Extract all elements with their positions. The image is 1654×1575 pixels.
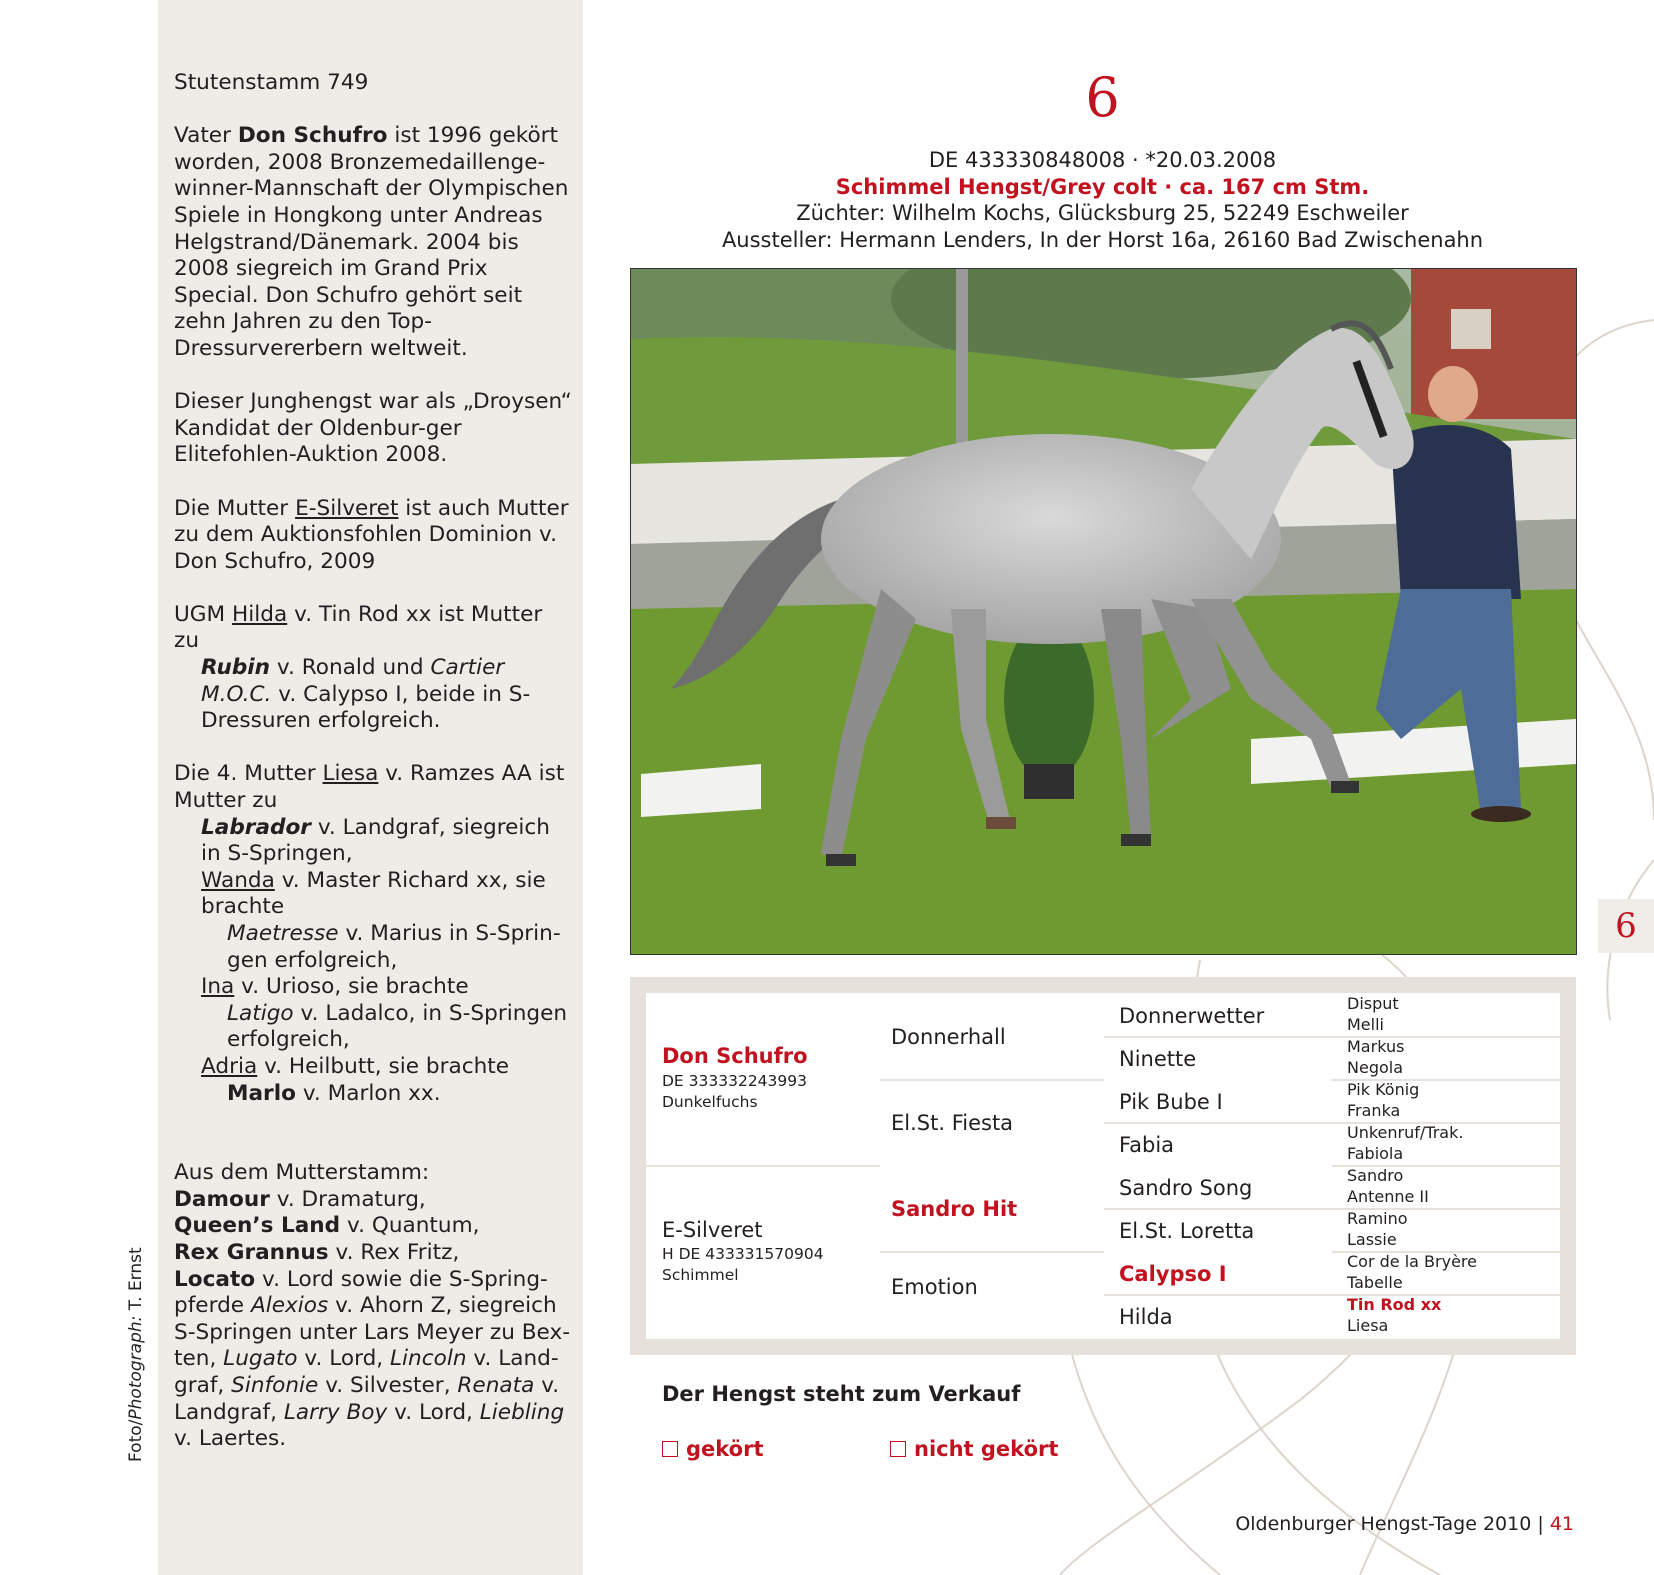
text: v. Lord, [387, 1399, 480, 1425]
offspring-maetresse-line [174, 921, 574, 974]
publication-title: Oldenburger Hengst-Tage 2010 [1235, 1513, 1532, 1535]
pedigree-gen4-9: Sandro [1347, 1166, 1404, 1185]
pedigree-gen4-5: Pik König [1347, 1080, 1420, 1099]
pedigree-gen3-7: Calypso I [1119, 1262, 1227, 1286]
offspring-adria: Adria [201, 1053, 258, 1079]
dam-paragraph [174, 496, 574, 576]
pedigree-gen4-4: Negola [1347, 1058, 1404, 1077]
text: v. Ahorn Z, siegreich S-Springen unter Lars Meyer zu Bex-ten, [174, 1293, 571, 1372]
pedigree-gen3-8: Hilda [1119, 1305, 1173, 1329]
text: v. Dramaturg, [269, 1186, 426, 1212]
offspring-marlo: Marlo [227, 1080, 296, 1106]
divider [880, 1079, 1104, 1081]
text: v. Lord sowie die S-Spring-pferde [174, 1266, 548, 1319]
offspring-rex-grannus: Rex Grannus [174, 1239, 329, 1265]
registration-line: DE 433330848008 · *20.03.2008 [928, 148, 1277, 172]
pedigree-gen3-6: El.St. Loretta [1119, 1219, 1255, 1243]
ugm-offspring [174, 655, 574, 735]
sire-paragraph [174, 123, 574, 362]
mare-line-heading: Stutenstamm 749 [174, 70, 369, 95]
text: v. Rex Fritz, [328, 1239, 460, 1265]
text: v. Landgraf, [174, 1372, 560, 1425]
offspring-labrador: Labrador [201, 814, 311, 840]
offspring-wanda-line [174, 868, 574, 921]
horse-photo-illustration [631, 269, 1576, 954]
pedigree-gen2-1: Donnerhall [891, 1025, 1006, 1049]
text: v. Ramzes AA ist Mutter zu [174, 761, 565, 814]
footer-separator: | [1531, 1513, 1550, 1535]
offspring-cartier: Cartier M.O.C. [201, 655, 505, 707]
pedigree-gen4-3: Markus [1347, 1037, 1405, 1056]
text: v. Lord, [297, 1346, 391, 1372]
text: v. Master Richard xx, sie brachte [201, 867, 546, 920]
offspring-labrador-line [174, 815, 574, 868]
pedigree-gen4-12: Lassie [1347, 1230, 1397, 1249]
pedigree-gen3-2: Ninette [1119, 1047, 1197, 1071]
text: Foto/ [126, 1419, 146, 1462]
offspring-latigo-line [174, 1001, 574, 1054]
dam-name-link: E-Silveret [295, 495, 399, 521]
pedigree-gen4-8: Fabiola [1347, 1144, 1404, 1163]
pedigree-gen4-16: Liesa [1347, 1316, 1389, 1335]
offspring-queens-land: Queen’s Land [174, 1213, 341, 1239]
divider [1104, 1208, 1332, 1210]
offspring-latigo: Latigo [227, 1000, 294, 1026]
checkbox-nicht-gekoert[interactable] [890, 1437, 1058, 1461]
text: v. Ronald und [270, 655, 431, 681]
pedigree-gen2-3: Sandro Hit [891, 1197, 1018, 1221]
ugm-paragraph [174, 602, 574, 655]
divider [1104, 1036, 1332, 1038]
for-sale-notice: Der Hengst steht zum Verkauf [662, 1382, 1021, 1406]
text: v. Tin Rod xx ist Mutter zu [174, 601, 543, 654]
horse-header [630, 147, 1575, 253]
page-number: 41 [1549, 1513, 1574, 1535]
lot-number: 6 [1085, 66, 1120, 129]
lineage-description [174, 70, 574, 1453]
checkbox-gekoert[interactable] [662, 1437, 764, 1461]
text: Die 4. Mutter [174, 761, 323, 787]
offspring-liebling: Liebling [479, 1399, 565, 1425]
text: v. Urioso, sie brachte [234, 974, 469, 1000]
offspring-renata: Renata [457, 1372, 535, 1398]
exhibitor-line: Aussteller: Hermann Lenders, In der Horst 16a, 26160 Bad Zwischenahn [721, 227, 1484, 252]
divider [646, 1165, 880, 1167]
offspring-alexios: Alexios [250, 1293, 329, 1319]
offspring-ina-line [174, 974, 574, 1001]
ugm-name: Hilda [232, 601, 288, 627]
divider [1104, 1294, 1332, 1296]
offspring-lincoln: Lincoln [390, 1346, 467, 1372]
checkbox-square-icon [890, 1441, 906, 1457]
text: UGM [174, 601, 233, 627]
pedigree-dam-registration: H DE 433331570904 [662, 1245, 824, 1263]
droysen-paragraph: Dieser Junghengst war als „Droysen“ Kandidat der Oldenbur-ger Elitefohlen-Auktion 2008. [174, 389, 572, 468]
text: v. Ladalco, in S-Springen erfolgreich, [227, 1000, 568, 1053]
offspring-wanda: Wanda [201, 867, 275, 893]
fourth-dam-paragraph [174, 761, 574, 814]
text: Die Mutter [174, 495, 296, 521]
text: v. Silvester, [318, 1372, 458, 1398]
pedigree-gen3-3: Pik Bube I [1119, 1090, 1223, 1114]
pedigree-gen2-4: Emotion [891, 1275, 978, 1299]
sire-name: Don Schufro [237, 123, 388, 149]
checkbox-square-icon [662, 1441, 678, 1457]
checkbox-label: gekört [686, 1437, 764, 1461]
mare-line-offspring-heading: Aus dem Mutterstamm: [174, 1160, 430, 1186]
text: Vater [174, 123, 238, 149]
offspring-larry-boy: Larry Boy [283, 1399, 388, 1425]
offspring-damour: Damour [174, 1186, 270, 1212]
text: v. Marlon xx. [295, 1080, 441, 1106]
pedigree-sire-registration: DE 333332243993 [662, 1072, 807, 1090]
text: v. Land-graf, [174, 1346, 559, 1398]
pedigree-gen2-2: El.St. Fiesta [891, 1111, 1014, 1135]
pedigree-gen4-2: Melli [1347, 1015, 1384, 1034]
horse-photo [630, 268, 1577, 955]
text: T. Ernst [126, 1247, 146, 1316]
pedigree-gen4-13: Cor de la Bryère [1347, 1252, 1477, 1271]
text: v. Landgraf, siegreich in S-Springen, [201, 814, 550, 867]
fourth-dam-name: Liesa [322, 761, 379, 787]
pedigree-sire-color: Dunkelfuchs [662, 1093, 758, 1111]
text: v. Marius in S-Sprin-gen erfolgreich, [227, 921, 561, 973]
offspring-marlo-line [174, 1081, 574, 1108]
text: ist auch Mutter zu dem Auktionsfohlen Dominion v. Don Schufro, 2009 [174, 495, 569, 574]
pedigree-dam-name: E-Silveret [662, 1218, 763, 1242]
pedigree-dam-color: Schimmel [662, 1266, 739, 1284]
text: Photograph: [126, 1315, 146, 1420]
pedigree-gen4-15: Tin Rod xx [1347, 1295, 1442, 1314]
divider [880, 1251, 1104, 1253]
offspring-locato: Locato [174, 1266, 256, 1292]
text: v. Quantum, [340, 1213, 480, 1239]
divider [1104, 1122, 1332, 1124]
pedigree-gen3-1: Donnerwetter [1119, 1004, 1265, 1028]
offspring-lugato: Lugato [223, 1346, 298, 1372]
offspring-adria-line [174, 1054, 574, 1081]
pedigree-gen3-5: Sandro Song [1119, 1176, 1253, 1200]
pedigree-gen4-1: Disput [1347, 994, 1399, 1013]
text: v. Heilbutt, sie brachte [257, 1053, 510, 1079]
mare-line-offspring [174, 1187, 574, 1453]
text: ist 1996 gekört worden, 2008 Bronzemedaillenge-winner-Mannschaft der Olympischen Spiele in Hongkong unter Andreas Helgstrand/Dänemark. 2004 bis 2008 siegreich im Grand Prix Special. Don Schufro gehört seit zehn Jahren zu den Top-Dressurvererbern weltweit. [174, 123, 569, 361]
offspring-maetresse: Maetresse [227, 921, 339, 946]
offspring-sinfonie: Sinfonie [231, 1372, 319, 1398]
text: v. Laertes. [174, 1426, 287, 1452]
side-tab-lot-number: 6 [1598, 899, 1654, 953]
pedigree-gen4-6: Franka [1347, 1101, 1401, 1120]
text: v. Calypso I, beide in S-Dressuren erfolgreich. [201, 681, 531, 734]
photo-credit [126, 1247, 146, 1462]
offspring-rubin: Rubin [201, 655, 271, 681]
pedigree-sire-name: Don Schufro [662, 1044, 808, 1068]
pedigree-gen4-14: Tabelle [1347, 1273, 1403, 1292]
pedigree-gen3-4: Fabia [1119, 1133, 1175, 1157]
pedigree-gen4-7: Unkenruf/Trak. [1347, 1123, 1464, 1142]
pedigree-gen4-10: Antenne II [1347, 1187, 1429, 1206]
breeder-line: Züchter: Wilhelm Kochs, Glücksburg 25, 52249 Eschweiler [796, 201, 1409, 225]
pedigree-gen4-11: Ramino [1347, 1209, 1408, 1228]
checkbox-label: nicht gekört [914, 1437, 1059, 1461]
type-line: Schimmel Hengst/Grey colt · ca. 167 cm Stm. [835, 174, 1370, 199]
offspring-ina: Ina [201, 974, 235, 1000]
page-footer [1235, 1513, 1574, 1535]
